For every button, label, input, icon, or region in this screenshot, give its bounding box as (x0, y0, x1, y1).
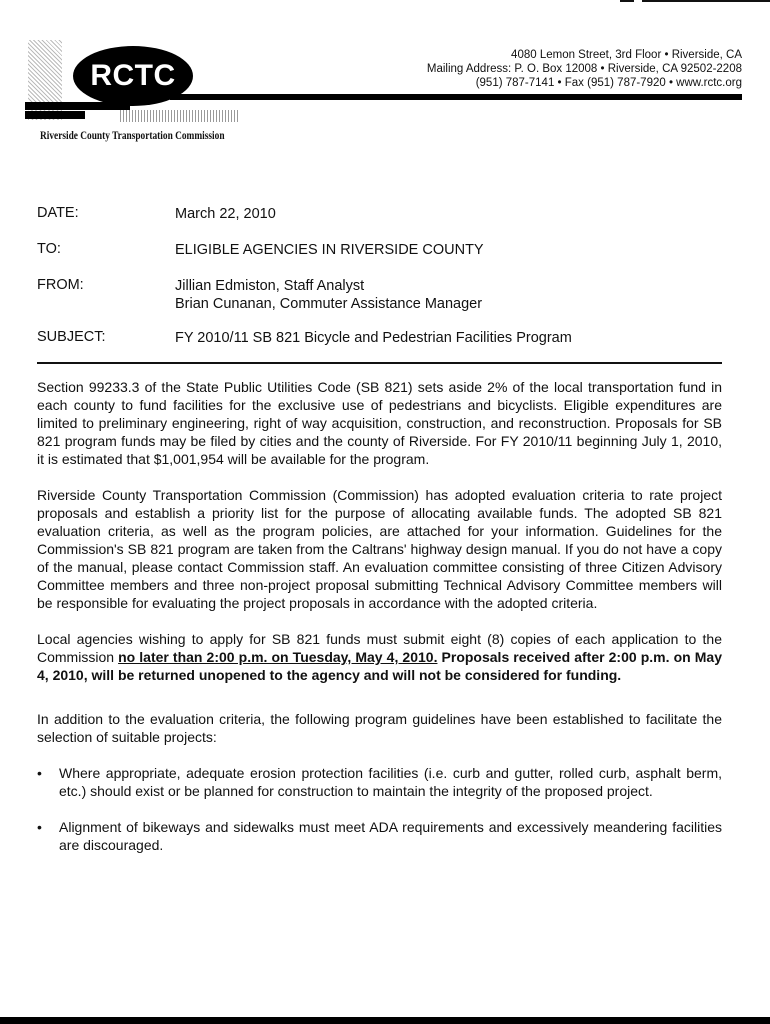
letterhead-address (427, 48, 742, 90)
organization-name: Riverside County Transportation Commission (40, 128, 225, 142)
paragraph-funding: Section 99233.3 of the State Public Utilities Code (SB 821) sets aside 2% of the local transportation fund in each county to fund facilities for the exclusive use of pedestrians and bicyclists. Eligible expenditures are limited to preliminary engineering, right of way acquisition, construction, and reconstruction. Proposals for SB 821 program funds may be filed by cities and the county of Riverside. For FY 2010/11 beginning July 1, 2010, it is estimated that $1,001,954 will be available for the program. (37, 379, 722, 467)
date-value: March 22, 2010 (175, 206, 276, 222)
guideline-item: • Alignment of bikeways and sidewalks must meet ADA requirements and excessively meandering facilities are discouraged. (37, 818, 722, 854)
date-label: DATE: (37, 205, 79, 221)
logo-oval: RCTC (73, 46, 193, 106)
deadline-intro: Local agencies wishing to apply for SB 821 funds must submit eight (8) copies of each application to the Commission (37, 631, 722, 665)
from-sender-2: Brian Cunanan, Commuter Assistance Manager (175, 296, 483, 312)
letterhead-rule (170, 94, 742, 100)
to-label: TO: (37, 241, 61, 257)
guideline-item: • Where appropriate, adequate erosion protection facilities (i.e. curb and gutter, rolled curb, asphalt berm, etc.) should exist or be planned for construction to maintain the integrity of the proposed project. (37, 764, 722, 800)
from-label: FROM: (37, 277, 84, 293)
memo-divider (37, 362, 722, 364)
rctc-logo (25, 40, 245, 140)
top-edge-rule (620, 0, 770, 2)
to-value: ELIGIBLE AGENCIES IN RIVERSIDE COUNTY (175, 242, 484, 258)
bottom-edge-bar (0, 1017, 770, 1024)
paragraph-guidelines: In addition to the evaluation criteria, the following program guidelines have been established to facilitate the selection of suitable projects: (37, 711, 722, 745)
subject-value: FY 2010/11 SB 821 Bicycle and Pedestrian Facilities Program (175, 330, 572, 346)
from-sender-1: Jillian Edmiston, Staff Analyst (175, 278, 365, 294)
guidelines-list (37, 764, 722, 854)
subject-label: SUBJECT: (37, 329, 106, 345)
address-street: 4080 Lemon Street, 3rd Floor • Riverside, CA (511, 49, 742, 61)
paragraph-criteria: Riverside County Transportation Commission (Commission) has adopted evaluation criteria to rate project proposals and establish a priority list for the purpose of allocating available funds. The adopted SB 821 evaluation criteria, as well as the program policies, are attached for your information. Guidelines for the Commission's SB 821 program are taken from the Caltrans' highway design manual. If you do not have a copy of the manual, please contact Commission staff. An evaluation committee consisting of three Citizen Advisory Committee members and three non-project proposal submitting Technical Advisory Committee members will be responsible for evaluating the project proposals in accordance with the adopted criteria. (37, 487, 722, 611)
deadline-date: no later than 2:00 p.m. on Tuesday, May 4, 2010. (118, 649, 438, 665)
address-mailing: Mailing Address: P. O. Box 12008 • Riverside, CA 92502-2208 (426, 63, 742, 75)
logo-bar-short (25, 111, 85, 119)
memo-body (37, 378, 722, 854)
logo-dot-strip (120, 110, 240, 122)
from-value (175, 277, 482, 313)
deadline-warning: Proposals received after 2:00 p.m. on May 4, 2010, will be returned unopened to the agency and will not be considered for funding. (37, 649, 722, 683)
address-phone: (951) 787-7141 • Fax (951) 787-7920 • www.rctc.org (475, 77, 742, 89)
paragraph-deadline (37, 630, 722, 684)
